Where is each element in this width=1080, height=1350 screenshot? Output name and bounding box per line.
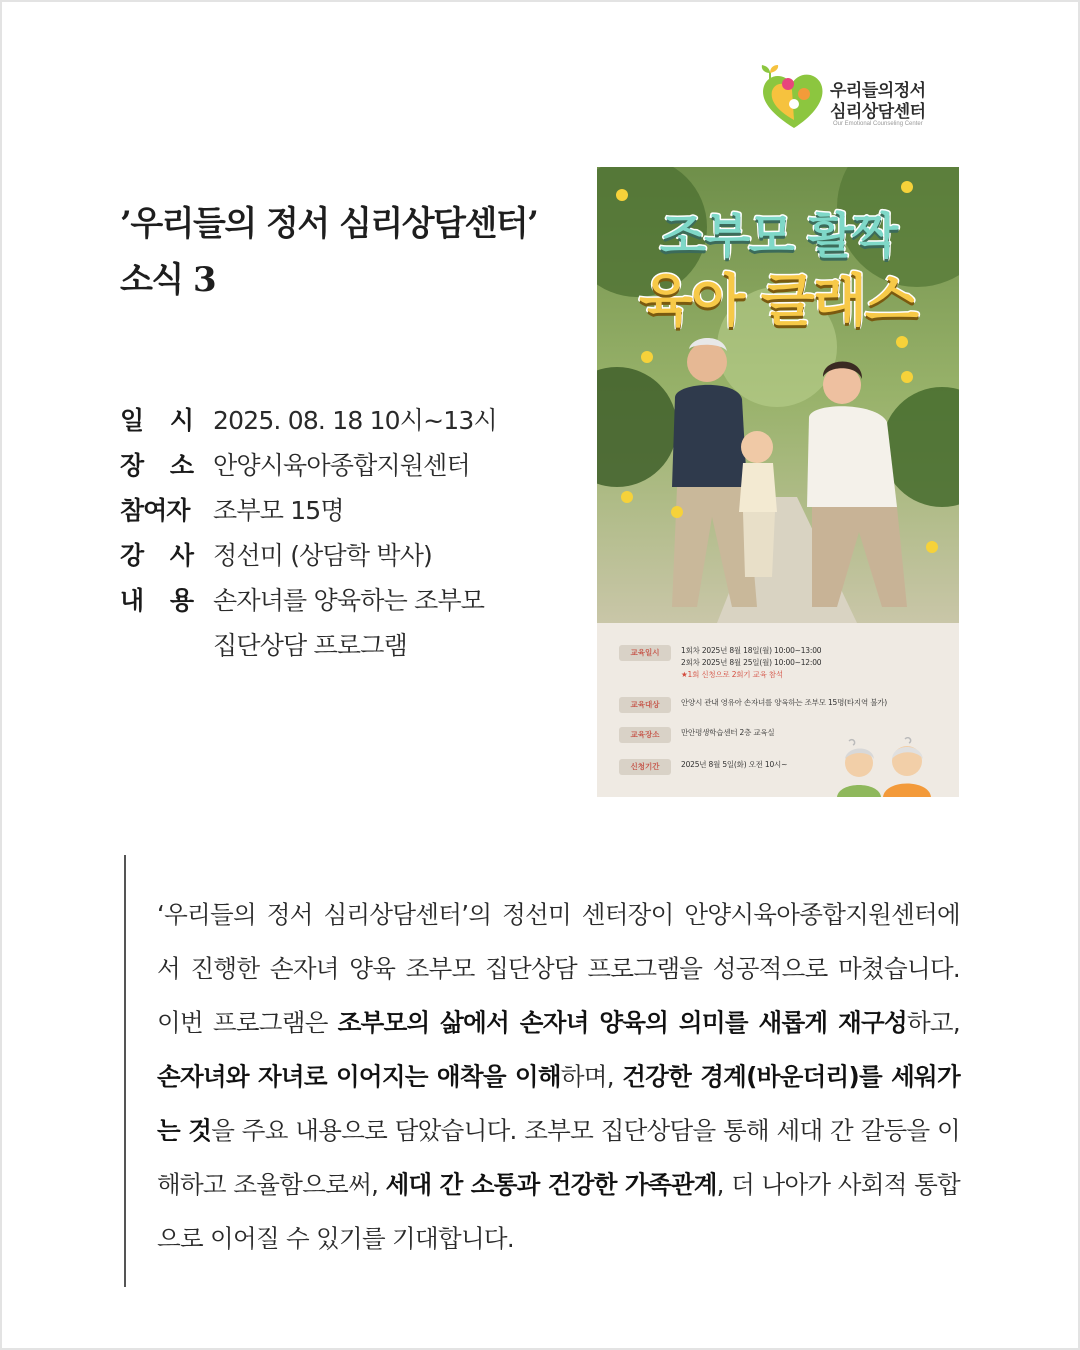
article-text-2: 하고,: [906, 1008, 960, 1037]
article-text-5: , 더 나아가 사회적 통합으로 이어질 수 있기를 기대합니다.: [157, 1170, 961, 1253]
info-value-lecturer: 정선미 (상담학 박사): [213, 541, 433, 570]
title-line2: 소식 3: [120, 260, 216, 300]
poster-date-line2: 2회차 2025년 8월 25일(월) 10:00~12:00: [681, 658, 822, 667]
poster-row-period: [619, 759, 787, 775]
poster-text-place: 만안평생학습센터 2층 교육실: [681, 728, 775, 737]
info-row-date: [120, 398, 580, 443]
info-label-content: 내 용: [120, 586, 193, 615]
info-value-date: 2025. 08. 18 10시~13시: [213, 406, 497, 435]
poster-tag-place: 교육장소: [619, 727, 671, 743]
poster-tag-target: 교육대상: [619, 697, 671, 713]
title-line1: ’우리들의 정서 심리상담센터’: [120, 204, 538, 244]
info-row-place: [120, 443, 580, 488]
article-text-3: 하며,: [560, 1062, 623, 1091]
info-label-lecturer: 강 사: [120, 541, 193, 570]
poster-info-panel: [597, 623, 959, 797]
article-bold-1: 조부모의 삶에서 손자녀 양육의 의미를 새롭게 재구성: [337, 1008, 907, 1037]
poster-date-line1: 1회차 2025년 8월 18일(월) 10:00~13:00: [681, 646, 822, 655]
article-text-4: 을 주요 내용으로 담았습니다. 조부모 집단상담을 통해 세대 간 갈등을 이해하고 조율함으로써,: [157, 1116, 961, 1199]
info-label-place: 장 소: [120, 451, 193, 480]
info-value-content: [213, 578, 580, 668]
class-poster: [597, 167, 959, 797]
event-info: [120, 398, 580, 668]
poster-date-note: ★1회 신청으로 2회기 교육 참석: [681, 670, 783, 679]
grandparents-illustration-icon: [819, 737, 959, 797]
poster-row-target: [619, 697, 887, 713]
info-row-lecturer: [120, 533, 580, 578]
info-value-participants: 조부모 15명: [213, 496, 344, 525]
article-text-1: ‘우리들의 정서 심리상담센터’의 정선미 센터장이 안양시육아종합지원센터에서 진행한 손자녀 양육 조부모 집단상담 프로그램을 성공적으로 마쳤습니다. 이번 프로그램은: [157, 900, 960, 1037]
logo-text-line2: 심리상담센터: [830, 102, 926, 122]
info-label-date: 일 시: [120, 406, 193, 435]
poster-title-line2: 육아 클래스: [639, 269, 917, 334]
info-value-content-line2: 집단상담 프로그램: [213, 631, 407, 660]
article-bold-2: 손자녀와 자녀로 이어지는 애착을 이해: [157, 1062, 561, 1091]
article-side-bar: [124, 855, 126, 1287]
article-body: [157, 888, 960, 1266]
poster-title-line1: 조부모 활짝: [659, 208, 897, 264]
poster-tag-date: 교육일시: [619, 645, 671, 661]
poster-row-date: [619, 645, 821, 681]
sprout-icon: [758, 64, 782, 86]
poster-text-period: 2025년 8월 5일(화) 오전 10시~: [681, 760, 788, 769]
info-value-content-line1: 손자녀를 양육하는 조부모: [213, 586, 485, 615]
center-logo: [758, 64, 958, 136]
logo-text-line1: 우리들의정서: [830, 81, 926, 101]
info-row-content: [120, 578, 580, 668]
poster-text-date: [681, 645, 821, 681]
article-bold-4: 세대 간 소통과 건강한 가족관계: [385, 1170, 717, 1199]
article-bold-3: 건강한 경계(바운더리)를 세워가는 것: [157, 1062, 960, 1145]
logo-subtitle: Our Emotional Counseling Center: [833, 121, 923, 127]
poster-tag-period: 신청기간: [619, 759, 671, 775]
info-value-place: 안양시육아종합지원센터: [213, 451, 470, 480]
info-row-participants: [120, 488, 580, 533]
page-title: [120, 196, 590, 308]
poster-row-place: [619, 727, 774, 743]
info-label-participants: 참여자: [120, 496, 190, 525]
poster-text-target: 안양시 관내 영유아 손자녀를 양육하는 조부모 15명(타지역 불가): [681, 698, 888, 707]
